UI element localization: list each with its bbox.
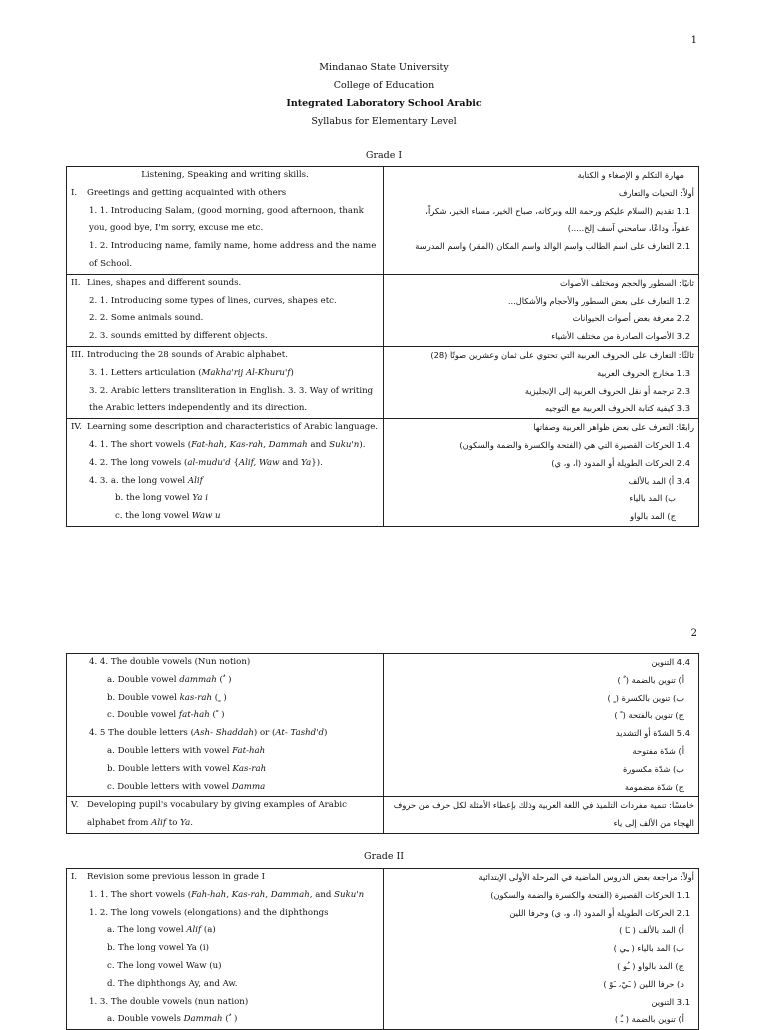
section-title-ar: ثانيًا: السطور والحجم ومختلف الأصوات — [559, 277, 694, 288]
section-title-ar: ثالثًا: التعارف على الحروف العربية التي تحتوي على ثمان وعشرين صوتًا (28) — [430, 349, 694, 360]
roman-numeral: I. — [71, 872, 78, 882]
school-name: Integrated Laboratory School Arabic — [286, 98, 482, 109]
list-item: b. the long vowel Ya i — [115, 493, 209, 504]
list-item-ar: 2.2 معرفة بعض أصوات الحيوانات — [572, 313, 690, 324]
section-title-ar: أولاً: التحيات والتعارف — [618, 187, 694, 198]
university-name: Mindanao State University — [319, 62, 449, 73]
list-item-ar: 4.4 التنوين — [651, 657, 690, 667]
list-item-ar: ب) المد بالياء — [629, 493, 676, 504]
list-item-ar: ج) تنوين بالفتحة ( ً ) — [614, 710, 684, 721]
arabic-cell — [384, 167, 699, 275]
roman-numeral: III. — [71, 349, 84, 360]
grade2-syllabus-table — [66, 868, 699, 1030]
section-title-ar: الهجاء من الألف إلى ياء — [613, 818, 694, 829]
list-item-ar: أ) تنوين بالضمة ( ـٌ ) — [614, 1014, 684, 1025]
list-item: c. the long vowel Waw u — [115, 511, 221, 522]
list-item: c. Double vowel fat-hah ( ً ) — [107, 710, 225, 721]
syllabus-title: Syllabus for Elementary Level — [311, 116, 457, 127]
list-item: c. The long vowel Waw (u) — [107, 960, 222, 971]
list-item: 4. 1. The short vowels (Fat-hah, Kas-rah, Dammah and Suku'n). — [89, 439, 366, 450]
list-item-ar: ب) تنوين بالكسرة ( ٍ ) — [607, 692, 684, 703]
list-item: 4. 4. The double vowels (Nun notion) — [89, 657, 251, 667]
list-item: b. The long vowel Ya (i) — [107, 943, 210, 954]
list-item-ar: ب) شدّة مكسورة — [622, 763, 684, 774]
section-title: Learning some description and characteristics of Arabic language. — [87, 422, 379, 433]
roman-numeral: V. — [71, 800, 79, 811]
list-item-ar: أ) تنوين بالضمة ( ٌ ) — [617, 674, 684, 685]
list-item: of School. — [89, 258, 133, 269]
list-item-ar: د) حرفا اللين ( ـَيْ، ـَوْ ) — [603, 978, 684, 989]
list-item: alphabet from Alif to Ya. — [87, 818, 194, 829]
english-cell — [67, 654, 384, 797]
list-item: 3. 2. Arabic letters transliteration in English. 3. 3. Way of writing — [89, 385, 374, 396]
arabic-cell — [384, 419, 699, 527]
table-row — [67, 346, 699, 418]
section-title: Revision some previous lesson in grade I — [87, 872, 266, 882]
table-row — [67, 797, 699, 834]
table-row — [67, 419, 699, 527]
page-number: 1 — [690, 35, 697, 46]
english-cell — [67, 797, 384, 834]
arabic-cell — [384, 346, 699, 418]
list-item-ar: 1.1 تقديم (السلام عليكم ورحمة الله وبركاته، صباح الخير، مساء الخير، شكراً، — [425, 205, 690, 216]
arabic-cell — [384, 797, 699, 834]
list-item: 4. 5 The double letters (Ash- Shaddah) or (At- Tashd'd) — [89, 728, 328, 739]
english-cell — [67, 869, 384, 1030]
list-item-ar: 2.1 الحركات الطويلة أو المدود (ا، و، ي) وحرفا اللين — [509, 907, 690, 918]
skills-heading-ar: مهارة التكلم و الإصغاء و الكتابة — [577, 170, 684, 180]
list-item-ar: 3.3 كيفية كتابة الحروف العربية مع التوجيه — [545, 403, 690, 414]
skills-heading: Listening, Speaking and writing skills. — [141, 170, 309, 180]
arabic-cell — [384, 274, 699, 346]
english-cell — [67, 346, 384, 418]
list-item: 1. 2. Introducing name, family name, home address and the name — [89, 241, 377, 252]
grade1-syllabus-table-continued — [66, 653, 699, 834]
page-number: 2 — [690, 628, 697, 639]
list-item-ar: 1.1 الحركات القصيرة (الفتحة والكسرة والضمة والسكون) — [490, 889, 690, 900]
section-title: Lines, shapes and different sounds. — [87, 277, 242, 288]
list-item: a. Double letters with vowel Fat-hah — [107, 745, 266, 756]
list-item: a. The long vowel Alif (a) — [107, 925, 216, 936]
list-item-ar: ج) المد بالواو ( ـُو ) — [617, 960, 684, 971]
roman-numeral: II. — [71, 277, 81, 288]
list-item: the Arabic letters independently and its direction. — [89, 403, 308, 414]
list-item-ar: ب) المد بالياء ( ـِي ) — [613, 943, 684, 954]
list-item-ar: أ) شدّة مفتوحة — [632, 745, 684, 756]
arabic-cell — [384, 869, 699, 1030]
table-row — [67, 654, 699, 797]
section-title: Greetings and getting acquainted with others — [87, 187, 287, 198]
grade-title: Grade II — [363, 851, 405, 862]
list-item: 1. 1. The short vowels (Fah-hah, Kas-rah, Dammah, and Suku'n — [89, 889, 365, 900]
list-item-ar: 2.3 ترجمة أو نقل الحروف العربية إلى الإنجليزية — [524, 385, 690, 396]
list-item: 2. 3. sounds emitted by different objects. — [89, 331, 268, 342]
list-item: 1. 2. The long vowels (elongations) and the diphthongs — [89, 907, 329, 918]
list-item-ar: ج) شدّة مضمومة — [624, 781, 684, 792]
list-item: 1. 3. The double vowels (nun nation) — [89, 996, 249, 1007]
section-title-ar: خامسًا: تنمية مفردات التلميذ في اللغة العربية وذلك بإعطاء الأمثلة لكل حرف من حروف — [393, 800, 694, 811]
list-item: 2. 1. Introducing some types of lines, curves, shapes etc. — [89, 295, 337, 306]
roman-numeral: IV. — [71, 422, 82, 433]
list-item: a. Double vowel dammah ( ٌ ) — [107, 674, 232, 685]
list-item: d. The diphthongs Ay, and Aw. — [107, 978, 238, 989]
list-item-ar: 1.3 مخارج الحروف العربية — [597, 367, 690, 378]
section-title-ar: أولاً: مراجعة بعض الدروس الماضية في المرحلة الأولى الإبتدائية — [478, 872, 694, 882]
grade1-syllabus-table — [66, 166, 699, 527]
list-item-ar: 5.4 الشدّة أو التشديد — [615, 728, 690, 739]
grade-title: Grade I — [365, 150, 403, 161]
table-row — [67, 167, 699, 275]
section-title-ar: رابعًا: التعرف على بعض ظواهر العربية وصفاتها — [533, 422, 694, 433]
list-item-ar: 3.2 الأصوات الصادرة من مختلف الأشياء — [551, 331, 690, 342]
english-cell — [67, 419, 384, 527]
section-title: Developing pupil's vocabulary by giving examples of Arabic — [87, 800, 347, 811]
list-item: c. Double letters with vowel Damma — [107, 781, 266, 792]
table-row — [67, 869, 699, 1030]
list-item: 3. 1. Letters articulation (Makha'rij Al-Khuru'f) — [89, 367, 294, 378]
table-row — [67, 274, 699, 346]
list-item-ar: عفواً، وداعًا، سامحني آسف إلخ.....) — [567, 223, 690, 234]
list-item-ar: ج) المد بالواو — [630, 511, 676, 522]
list-item-ar: 2.4 الحركات الطويلة أو المدود (ا، و، ي) — [551, 457, 690, 468]
list-item: 2. 2. Some animals sound. — [89, 313, 204, 324]
english-cell — [67, 167, 384, 275]
list-item-ar: 1.2 التعارف على بعض السطور والأحجام والأشكال... — [507, 295, 690, 306]
list-item: 1. 1. Introducing Salam, (good morning, good afternoon, thank — [89, 205, 364, 216]
arabic-cell — [384, 654, 699, 797]
list-item-ar: أ) المد بالألف ( ـَا ) — [619, 925, 684, 936]
section-title: Introducing the 28 sounds of Arabic alphabet. — [87, 349, 288, 360]
document-header — [0, 59, 768, 131]
list-item: 4. 3. a. the long vowel Alif — [89, 475, 203, 486]
roman-numeral: I. — [71, 187, 78, 198]
list-item: you, good bye, I'm sorry, excuse me etc. — [89, 223, 264, 234]
list-item: b. Double letters with vowel Kas-rah — [107, 763, 267, 774]
college-name: College of Education — [333, 80, 435, 91]
english-cell — [67, 274, 384, 346]
list-item-ar: 3.4 أ) المد بالألف — [628, 475, 690, 486]
list-item: b. Double vowel kas-rah ( ٍ ) — [107, 692, 227, 703]
list-item-ar: 3.1 التنوين — [651, 996, 690, 1007]
list-item-ar: 2.1 التعارف على اسم الطالب واسم الوالد واسم المكان (المقر) واسم المدرسة — [415, 241, 690, 252]
list-item-ar: 1.4 الحركات القصيرة التي هي (الفتحة والكسرة والضمة والسكون) — [459, 439, 690, 450]
list-item: 4. 2. The long vowels (al-mudu'd {Alif, Waw and Ya}). — [89, 457, 323, 468]
list-item: a. Double vowels Dammah ( ٌ ) — [107, 1014, 238, 1025]
